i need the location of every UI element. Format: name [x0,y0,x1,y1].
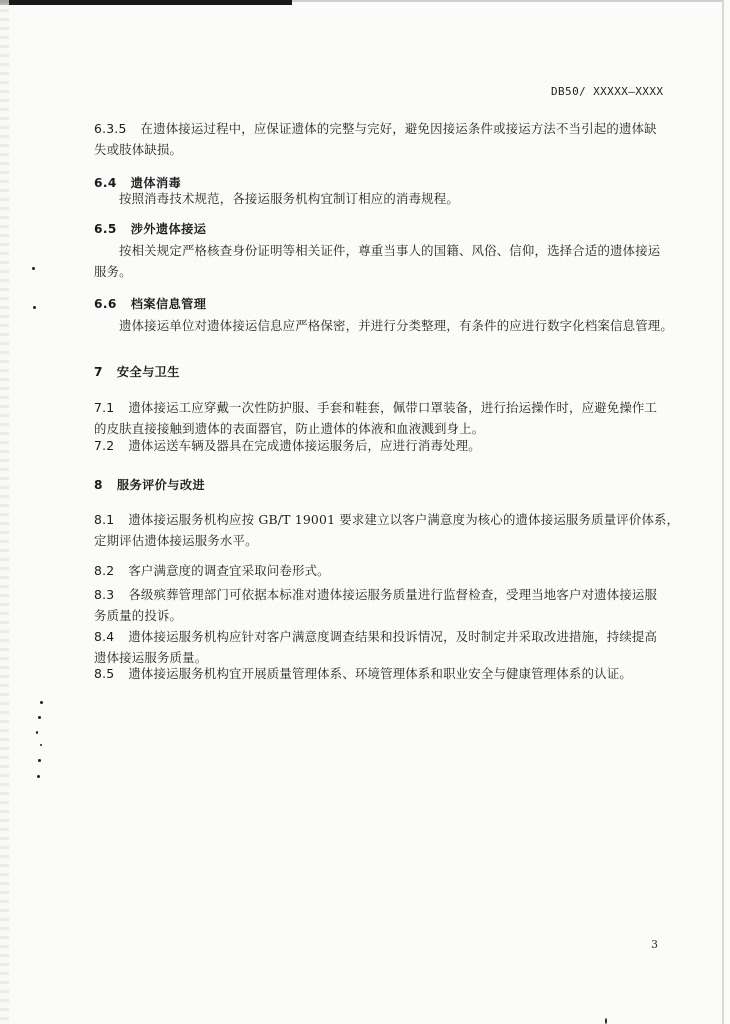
paragraph-line-s71-0 [94,398,657,416]
clause-text: 遗体接运服务机构宜开展质量管理体系、环境管理体系和职业安全与健康管理体系的认证。 [128,666,632,681]
section-heading-s8 [94,476,205,493]
paragraph-line-s65p-1 [94,262,132,280]
clause-text: 失或肢体缺损。 [94,142,183,157]
clause-text: 按相关规定严格核查身份证明等相关证件，尊重当事人的国籍、风俗、信仰，选择合适的遗体接运 [119,243,661,258]
scan-speck [32,267,35,270]
clause-text: 遗体运送车辆及器具在完成遗体接运服务后，应进行消毒处理。 [128,438,481,453]
section-heading-s66 [94,295,206,312]
paragraph-line-s83-1 [94,606,182,624]
clause-number: 6.3.5 [94,121,127,136]
section-title: 遗体消毒 [130,176,182,190]
section-title: 档案信息管理 [130,297,207,311]
page-number: 3 [651,938,658,951]
paragraph-line-s81-1 [94,531,258,549]
scan-speck [37,775,40,778]
clause-text: 各级殡葬管理部门可依据本标准对遗体接运服务质量进行监督检查，受理当地客户对遗体接运服 [128,587,658,602]
clause-number: 7.2 [94,438,115,453]
paragraph-line-s65p-0 [119,241,660,259]
scan-speck [38,716,41,719]
section-number: 8 [94,478,103,492]
scan-speck [40,744,42,746]
section-heading-s7 [94,363,180,380]
clause-text: 遗体接运服务机构应按 GB/T 19001 要求建立以客户满意度为核心的遗体接运服务质量评价体系， [128,512,680,527]
paragraph-line-s66p-0 [119,316,673,334]
scan-speck [33,306,36,309]
section-number: 6.5 [94,222,117,236]
scan-speck [40,701,43,704]
paragraph-line-s81-0 [94,510,679,528]
paragraph-line-s82-0 [94,561,330,579]
clause-text: 遗体接运工应穿戴一次性防护服、手套和鞋套，佩带口罩装备，进行抬运操作时，应避免操作工 [128,400,658,415]
paragraph-line-s64p-0 [119,189,459,207]
clause-number: 8.1 [94,512,115,527]
clause-number: 8.2 [94,563,115,578]
scan-left-edge [0,0,9,1024]
scan-right-edge [722,0,724,1024]
clause-text: 遗体接运单位对遗体接运信息应严格保密，并进行分类整理，有条件的应进行数字化档案信息管理。 [119,318,673,333]
clause-number: 8.5 [94,666,115,681]
clause-text: 按照消毒技术规范，各接运服务机构宜制订相应的消毒规程。 [119,191,459,206]
clause-text: 客户满意度的调查宜采取问卷形式。 [128,563,330,578]
paragraph-line-s83-0 [94,585,657,603]
paragraph-line-s72-0 [94,436,481,454]
clause-text: 在遗体接运过程中，应保证遗体的完整与完好，避免因接运条件或接运方法不当引起的遗体缺 [140,121,657,136]
scan-top-line [292,0,722,2]
section-heading-s65 [94,220,206,237]
paragraph-line-s84-0 [94,627,657,645]
clause-text: 遗体接运服务机构应针对客户满意度调查结果和投诉情况，及时制定并采取改进措施，持续提高 [128,629,658,644]
clause-number: 7.1 [94,400,115,415]
section-number: 6.4 [94,176,117,190]
clause-number: 8.3 [94,587,115,602]
section-title: 服务评价与改进 [116,478,206,492]
clause-text: 的皮肤直接接触到遗体的表面器官，防止遗体的体液和血液溅到身上。 [94,421,485,436]
scan-speck [36,731,38,734]
section-number: 6.6 [94,297,117,311]
paragraph-line-s635-0 [94,119,657,137]
paragraph-line-s635-1 [94,140,182,158]
paragraph-line-s85-0 [94,664,632,682]
clause-text: 定期评估遗体接运服务水平。 [94,533,258,548]
scan-speck [38,759,41,762]
clause-text: 服务。 [94,264,132,279]
document-code: DB50/ XXXXX—XXXX [551,85,664,98]
section-title: 涉外遗体接运 [130,222,207,236]
scan-top-bar [0,0,292,5]
clause-text: 务质量的投诉。 [94,608,183,623]
paragraph-line-s71-1 [94,419,484,437]
section-title: 安全与卫生 [116,365,180,379]
clause-text: 遗体接运服务质量。 [94,650,208,665]
clause-number: 8.4 [94,629,115,644]
section-number: 7 [94,365,103,379]
scan-speck [605,1018,607,1024]
